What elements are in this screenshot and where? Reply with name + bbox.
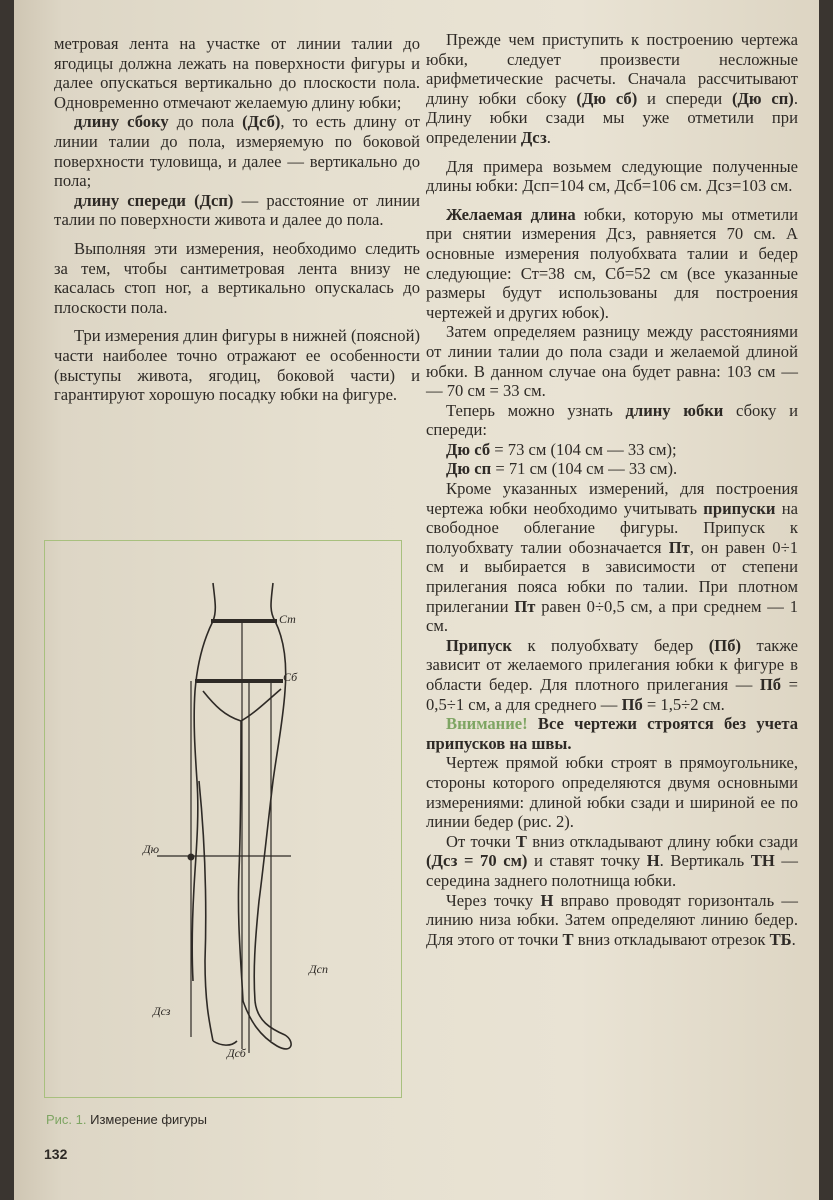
label-dsz: Дсз — [153, 1004, 171, 1018]
left-paragraph-2: длину сбоку до пола (Дсб), то есть длину от линии талии до пола, измеряемую по боковой поверхности туловища, и далее — вертикально до пола; — [54, 112, 420, 191]
right-paragraph-5: Теперь можно узнать длину юбки сбоку и спереди: — [426, 400, 799, 440]
label-sb: Сб — [283, 670, 298, 684]
book-page — [14, 0, 819, 1200]
right-text-column — [426, 30, 798, 949]
right-paragraph-7: Припуск к полуобхвату бедер (Пб) также зависит от желаемого прилегания юбки к фигуре в области бедер. Для плотного прилегания — Пб = 0,5÷1 см, а для среднего — Пб = 1,5÷2 см. — [426, 635, 798, 714]
label-st: Ст — [279, 612, 296, 626]
label-dyu: Дю — [143, 842, 160, 856]
warning-note: Внимание! Все чертежи строятся без учета припусков на швы. — [426, 714, 798, 753]
warning-label: Внимание! — [446, 714, 528, 734]
left-paragraph-5: Три измерения длин фигуры в нижней (поясной) части наиболее точно отражают ее особенности (выступы живота, ягодиц, боковой части) и гарантируют хорошую посадку юбки на фигуре. — [54, 326, 420, 405]
figure-caption — [46, 1112, 207, 1127]
right-paragraph-3: Желаемая длина юбки, которую мы отметили при снятии измерения Дсз, равняется 70 см. А основные измерения полуобхвата талии и бедер следующие: Ст=38 см, Сб=52 см (все указанные размеры будут использованы для построения чертежей и других юбок). — [426, 204, 799, 322]
caption-label: Рис. 1. — [46, 1112, 87, 1127]
left-paragraph-3: длину спереди (Дсп) — расстояние от линии талии по поверхности живота и далее до пола. — [54, 190, 420, 230]
left-paragraph-4: Выполняя эти измерения, необходимо следить за тем, чтобы сантиметровая лента внизу не касалась стоп ног, а вертикально опускалась до плоскости пола. — [54, 238, 420, 317]
right-paragraph-6: Кроме указанных измерений, для построения чертежа юбки необходимо учитывать припуски на свободное облегание фигуры. Припуск к полуобхвату талии обозначается Пт, он равен 0÷1 см и выбирается в зависимости от степени прилегания пояса юбки по талии. При плотном прилегании Пт равен 0÷0,5 см, а при среднем — 1 см. — [426, 479, 798, 636]
right-paragraph-1: Прежде чем приступить к построению чертежа юбки, следует произвести несложные арифметические расчеты. Сначала рассчитывают длину юбки сбоку (Дю сб) и спереди (Дю сп). Длину юбки сзади мы уже отметили при определении Дсз. — [426, 30, 798, 147]
left-text-column — [54, 34, 420, 405]
figure-measurement — [44, 540, 402, 1098]
label-dsp: Дсп — [309, 962, 328, 976]
right-paragraph-10: Через точку Н вправо проводят горизонталь — линию низа юбки. Затем определяют линию бедер. Для этого от точки Т вниз откладывают отрезок ТБ. — [426, 890, 798, 949]
equation-dyu-sb: Дю сб = 73 см (104 см — 33 см); — [446, 439, 677, 459]
right-paragraph-4: Затем определяем разницу между расстояниями от линии талии до пола сзади и желаемой длиной юбки. В данном случае она будет равна: 103 см — — 70 см = 33 см. — [426, 322, 798, 401]
caption-text: Измерение фигуры — [86, 1112, 207, 1127]
right-paragraph-8: Чертеж прямой юбки строят в прямоугольнике, стороны которого определяются двумя основными измерениями: длиной юбки сзади и шириной ее по линии бедер (рис. 2). — [426, 753, 798, 832]
right-paragraph-9: От точки Т вниз откладывают длину юбки сзади (Дсз = 70 см) и ставят точку Н. Вертикаль ТН — середина заднего полотнища юбки. — [426, 831, 799, 890]
equation-dyu-sp: Дю сп = 71 см (104 см — 33 см). — [446, 459, 678, 479]
left-paragraph-1: метровая лента на участке от линии талии до ягодицы должна лежать на поверхности фигуры и далее опускаться вертикально до плоскости пола. Одновременно отмечают желаемую длину юбки; — [54, 34, 420, 112]
right-paragraph-2: Для примера возьмем следующие полученные длины юбки: Дсп=104 см, Дсб=106 см. Дсз=103 см. — [426, 156, 798, 196]
figure-drawing — [45, 541, 401, 1097]
dyu-point-marker — [188, 854, 195, 861]
page-number: 132 — [44, 1146, 68, 1162]
label-dsb: Дсб — [227, 1046, 246, 1060]
